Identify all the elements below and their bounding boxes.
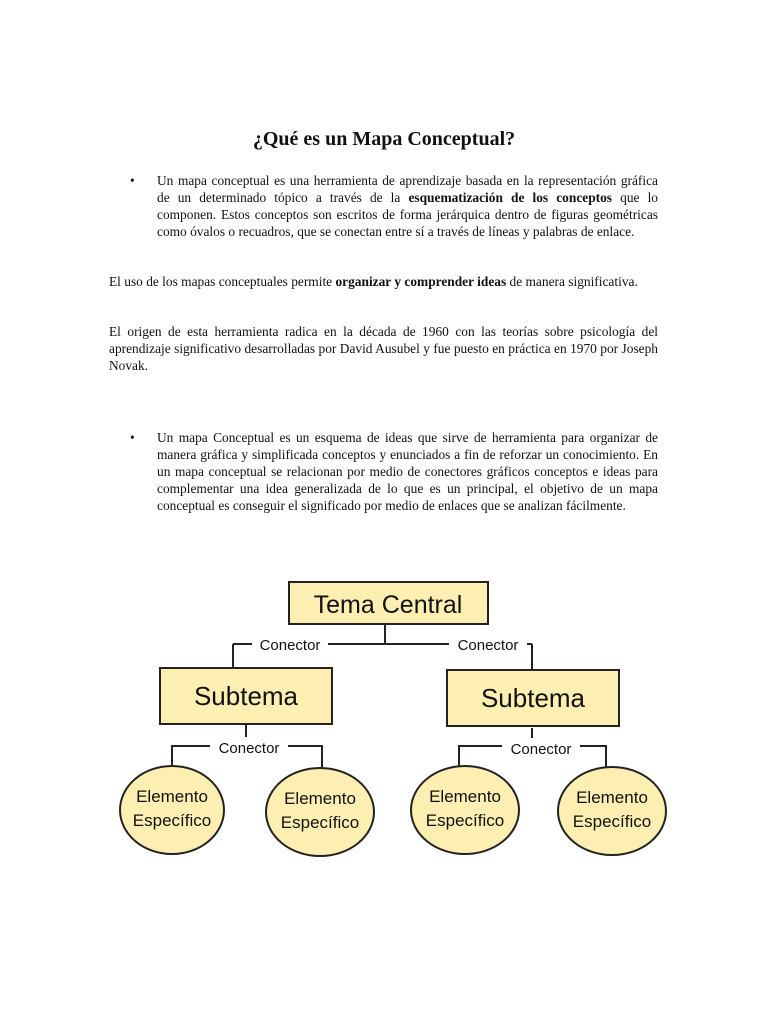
page-title: ¿Qué es un Mapa Conceptual? xyxy=(252,128,516,150)
bullet-1-text-b: que lo componen. Estos conceptos son escritos de forma jerárquica dentro de figuras geométricas como óvalos o recuadros, que se conectan entre sí a través de líneas y palabras de enlace. xyxy=(157,190,658,239)
element-label-line1: Elemento xyxy=(429,787,501,806)
element-label-line1: Elemento xyxy=(136,787,208,806)
bullet-1-bold: esquematización de los conceptos xyxy=(408,190,613,205)
element-ellipse-2 xyxy=(266,768,374,856)
para-1-text-a: El uso de los mapas conceptuales permite xyxy=(109,274,336,289)
element-label-line1: Elemento xyxy=(284,789,356,808)
connector-label: Conector xyxy=(510,741,572,758)
paragraph-origin: El origen de esta herramienta radica en la década de 1960 con las teorías sobre psicología del aprendizaje significativo desarrolladas por David Ausubel y fue puesto en práctica en 1970 por Joseph Novak. xyxy=(109,324,658,373)
element-ellipse-3 xyxy=(411,766,519,854)
connector-label: Conector xyxy=(457,637,519,654)
para-1-bold: organizar y comprender ideas xyxy=(335,274,507,289)
bullet-symbol: • xyxy=(130,430,135,445)
element-ellipse-4 xyxy=(558,767,666,855)
subtopic-label: Subtema xyxy=(480,683,586,713)
bullet-1-text-a: Un mapa conceptual es una herramienta de aprendizaje basada en la representación gráfica de un determinado tópico a través de la xyxy=(157,173,658,205)
element-ellipse-1 xyxy=(120,766,224,854)
connector-label: Conector xyxy=(259,637,321,654)
central-topic-label: Tema Central xyxy=(313,591,463,619)
connector-label: Conector xyxy=(218,740,280,757)
element-label-line2: Específico xyxy=(132,811,212,830)
bullet-paragraph-2: Un mapa Conceptual es un esquema de ideas que sirve de herramienta para organizar de manera gráfica y simplificada conceptos y enunciados a fin de reforzar un conocimiento. En un mapa conceptual se relacionan por medio de conectores gráficos conceptos e ideas para complementar una idea generalizada de lo que es un principal, el objetivo de un mapa conceptual es conseguir el significado por medio de enlaces que se analizan fácilmente. xyxy=(157,430,658,513)
element-label-line2: Específico xyxy=(425,811,505,830)
bullet-symbol: • xyxy=(130,173,135,188)
para-1-text-b: de manera significativa. xyxy=(506,274,638,289)
element-label-line1: Elemento xyxy=(576,788,648,807)
element-label-line2: Específico xyxy=(280,813,360,832)
element-label-line2: Específico xyxy=(572,812,652,831)
subtopic-label: Subtema xyxy=(193,681,299,711)
